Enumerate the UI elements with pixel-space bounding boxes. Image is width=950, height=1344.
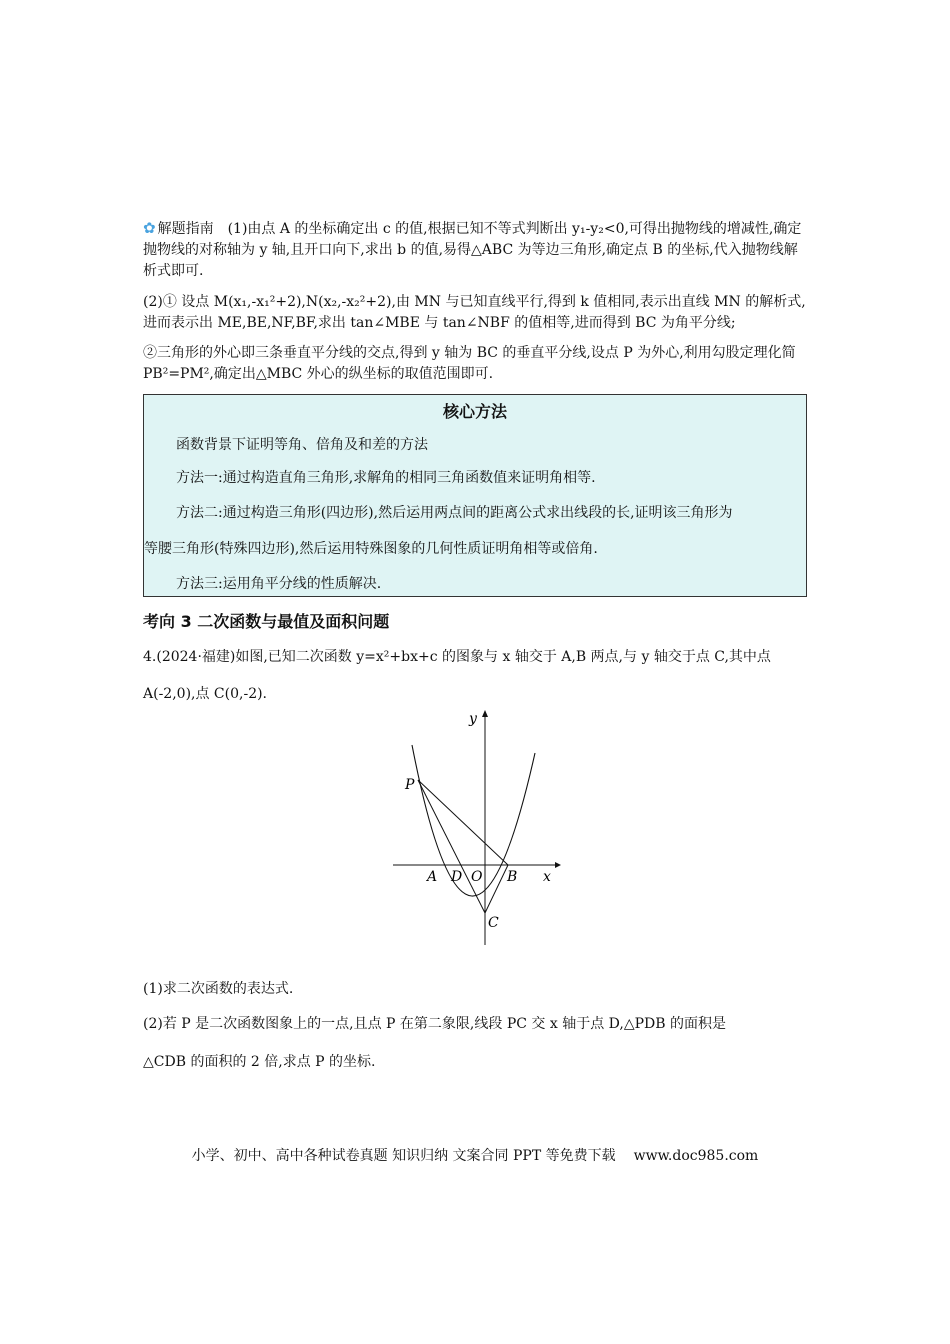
label-b: B — [507, 869, 518, 885]
label-y: y — [469, 711, 477, 727]
question-2b: △CDB 的面积的 2 倍,求点 P 的坐标. — [143, 1054, 376, 1070]
label-d: D — [451, 869, 463, 885]
core-method-box — [143, 394, 807, 597]
y-axis-arrow — [482, 710, 488, 717]
x-axis-arrow — [555, 862, 561, 868]
core-method-line-1: 函数背景下证明等角、倍角及和差的方法 — [176, 437, 428, 453]
guide-paragraph-1 — [143, 218, 807, 282]
footer-text: 小学、初中、高中各种试卷真题 知识归纳 文案合同 PPT 等免费下载 — [191, 1148, 616, 1164]
star-icon: ✿ — [143, 219, 156, 237]
label-o: O — [471, 869, 483, 885]
label-a: A — [427, 869, 438, 885]
guide-text-1: (1)由点 A 的坐标确定出 c 的值,根据已知不等式判断出 y₁-y₂<0,可得出抛物线的增减性,确定抛物线的对称轴为 y 轴,且开口向下,求出 b 的值,易得△ABC 为等边三角形,确定点 B 的坐标,代入抛物线解析式即可. — [143, 221, 802, 279]
core-method-title: 核心方法 — [442, 402, 507, 421]
section-heading: 考向 3 二次函数与最值及面积问题 — [143, 612, 390, 631]
label-c: C — [488, 915, 499, 931]
guide-label: 解题指南 — [157, 221, 214, 237]
problem-line-1: 4.(2024·福建)如图,已知二次函数 y=x²+bx+c 的图象与 x 轴交于 A,B 两点,与 y 轴交于点 C,其中点 — [143, 649, 771, 665]
label-x: x — [543, 869, 551, 885]
core-method-line-4: 方法三:运用角平分线的性质解决. — [176, 576, 382, 592]
footer — [0, 1145, 950, 1165]
parabola-figure — [385, 705, 565, 950]
guide-paragraph-2: (2)① 设点 M(x₁,-x₁²+2),N(x₂,-x₂²+2),由 MN 与已知直线平行,得到 k 值相同,表示出直线 MN 的解析式,进而表示出 ME,BE,NF,BF,求出 tan∠MBE 与 tan∠NBF 的值相等,进而得到 BC 为角平分线; — [143, 294, 806, 331]
core-method-line-3a: 方法二:通过构造三角形(四边形),然后运用两点间的距离公式求出线段的长,证明该三角形为 — [176, 505, 733, 521]
problem-line-2: A(-2,0),点 C(0,-2). — [143, 686, 268, 702]
question-2a: (2)若 P 是二次函数图象上的一点,且点 P 在第二象限,线段 PC 交 x 轴于点 D,△PDB 的面积是 — [143, 1016, 726, 1032]
segment-cb — [485, 865, 508, 913]
footer-url[interactable]: www.doc985.com — [633, 1148, 759, 1164]
label-p: P — [405, 777, 415, 793]
guide-paragraph-3: ②三角形的外心即三条垂直平分线的交点,得到 y 轴为 BC 的垂直平分线,设点 P 为外心,利用勾股定理化简 PB²=PM²,确定出△MBC 外心的纵坐标的取值范围即可. — [143, 345, 796, 382]
question-1: (1)求二次函数的表达式. — [143, 981, 294, 997]
core-method-line-2: 方法一:通过构造直角三角形,求解角的相同三角函数值来证明角相等. — [176, 470, 596, 486]
segment-pb — [418, 780, 508, 865]
segment-pc — [418, 780, 485, 913]
core-method-line-3b: 等腰三角形(特殊四边形),然后运用特殊图象的几何性质证明角相等或倍角. — [144, 541, 598, 557]
